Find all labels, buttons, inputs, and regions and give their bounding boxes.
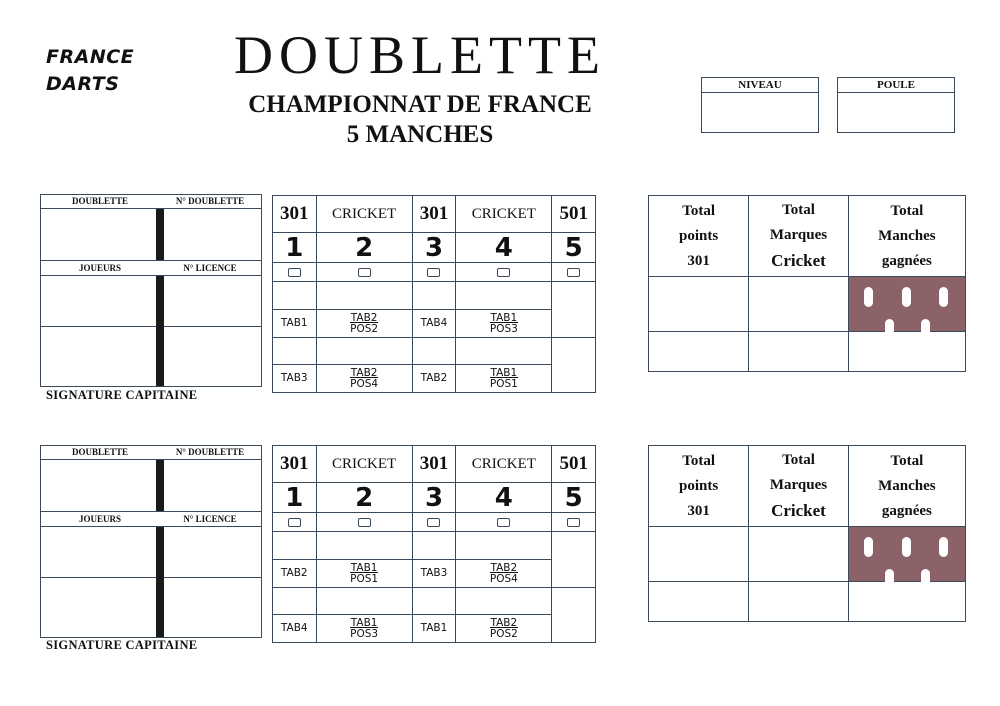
assignment-cell: TAB2 POS2 xyxy=(316,310,412,338)
score-cell[interactable] xyxy=(316,532,412,560)
total-manches-cell[interactable] xyxy=(848,582,965,622)
score-cell[interactable] xyxy=(412,588,456,615)
total-marques-header: Total Marques Cricket xyxy=(749,196,848,277)
page-title: DOUBLETTE xyxy=(234,25,606,85)
score-cell[interactable] xyxy=(316,338,412,365)
team1-totals-table xyxy=(648,195,966,372)
manche-checkbox-4[interactable] xyxy=(497,518,510,527)
game-header-5: 501 xyxy=(552,446,596,483)
manche-checkbox-3[interactable] xyxy=(427,268,440,277)
france-darts-logo xyxy=(46,44,134,98)
score-cell[interactable] xyxy=(456,532,552,560)
score-cell[interactable] xyxy=(273,338,317,365)
assignment-cell: TAB1 xyxy=(412,615,456,643)
total-points-cell-2[interactable] xyxy=(649,582,749,622)
team2-info-panel xyxy=(40,445,262,638)
team1-divider-bar xyxy=(156,209,164,260)
manche-checkbox-2[interactable] xyxy=(358,518,371,527)
score-cell[interactable] xyxy=(412,282,456,310)
assignment-cell: TAB2 POS4 xyxy=(456,560,552,588)
game-header-4: CRICKET xyxy=(456,446,552,483)
manche-number-4: 4 xyxy=(456,483,552,513)
assignment-cell: TAB1 xyxy=(273,310,317,338)
team2-totals-table xyxy=(648,445,966,622)
team2-game-table xyxy=(272,445,596,643)
niveau-label: NIVEAU xyxy=(702,78,818,93)
score-cell[interactable] xyxy=(316,588,412,615)
total-marques-cell-2[interactable] xyxy=(749,582,848,622)
manche-number-2: 2 xyxy=(316,233,412,263)
score-cell[interactable] xyxy=(273,588,317,615)
team2-doublette-label: DOUBLETTE xyxy=(71,447,129,457)
manche-number-5: 5 xyxy=(552,483,596,513)
total-points-cell-2[interactable] xyxy=(649,332,749,372)
team2-n-doublette-label: N° DOUBLETTE xyxy=(175,447,245,457)
assignment-cell: TAB2 xyxy=(412,365,456,393)
manches-won-box xyxy=(848,527,965,582)
niveau-box[interactable] xyxy=(701,77,819,133)
manche-checkbox-5[interactable] xyxy=(567,518,580,527)
assignment-cell: TAB3 xyxy=(273,365,317,393)
team1-n-doublette-label: N° DOUBLETTE xyxy=(175,196,245,206)
game-header-1: 301 xyxy=(273,196,317,233)
total-points-cell[interactable] xyxy=(649,527,749,582)
score-cell[interactable] xyxy=(552,338,596,393)
manches-won-box xyxy=(848,277,965,332)
score-cell[interactable] xyxy=(552,588,596,643)
total-manches-cell[interactable] xyxy=(848,332,965,372)
team2-joueurs-label: JOUEURS xyxy=(78,514,121,524)
total-manches-header: Total Manches gagnées xyxy=(848,446,965,527)
total-marques-cell[interactable] xyxy=(749,277,848,332)
team1-n-licence-label: N° LICENCE xyxy=(183,263,237,273)
assignment-cell: TAB4 xyxy=(273,615,317,643)
manche-number-5: 5 xyxy=(552,233,596,263)
subtitle-championnat: CHAMPIONNAT DE FRANCE xyxy=(248,91,592,118)
assignment-cell: TAB2 xyxy=(273,560,317,588)
manche-checkbox-4[interactable] xyxy=(497,268,510,277)
assignment-cell: TAB1 POS1 xyxy=(456,365,552,393)
subtitle-manches: 5 MANCHES xyxy=(346,121,494,148)
manche-checkbox-1[interactable] xyxy=(288,268,301,277)
total-manches-header: Total Manches gagnées xyxy=(848,196,965,277)
score-cell[interactable] xyxy=(552,532,596,588)
score-cell[interactable] xyxy=(273,282,317,310)
manche-number-2: 2 xyxy=(316,483,412,513)
game-header-3: 301 xyxy=(412,446,456,483)
assignment-cell: TAB2 POS2 xyxy=(456,615,552,643)
manche-number-1: 1 xyxy=(273,233,317,263)
score-cell[interactable] xyxy=(456,338,552,365)
assignment-cell: TAB4 xyxy=(412,310,456,338)
logo-line1: FRANCE xyxy=(46,46,135,68)
assignment-cell: TAB3 xyxy=(412,560,456,588)
logo-line2: DARTS xyxy=(46,73,120,95)
game-header-1: 301 xyxy=(273,446,317,483)
game-header-5: 501 xyxy=(552,196,596,233)
score-cell[interactable] xyxy=(273,532,317,560)
total-points-header: Total points 301 xyxy=(649,446,749,527)
total-marques-cell-2[interactable] xyxy=(749,332,848,372)
poule-box[interactable] xyxy=(837,77,955,133)
assignment-cell: TAB1 POS3 xyxy=(316,615,412,643)
team2-divider-bar-2 xyxy=(156,527,164,637)
score-cell[interactable] xyxy=(412,532,456,560)
score-cell[interactable] xyxy=(552,282,596,338)
team1-signature-label: SIGNATURE CAPITAINE xyxy=(46,388,198,402)
team1-info-panel xyxy=(40,194,262,387)
total-marques-cell[interactable] xyxy=(749,527,848,582)
manche-number-3: 3 xyxy=(412,233,456,263)
manche-checkbox-3[interactable] xyxy=(427,518,440,527)
total-points-cell[interactable] xyxy=(649,277,749,332)
manche-checkbox-1[interactable] xyxy=(288,518,301,527)
poule-label: POULE xyxy=(838,78,954,93)
team1-game-table xyxy=(272,195,596,393)
manche-number-3: 3 xyxy=(412,483,456,513)
total-points-header: Total points 301 xyxy=(649,196,749,277)
manche-number-1: 1 xyxy=(273,483,317,513)
team2-n-licence-label: N° LICENCE xyxy=(183,514,237,524)
game-header-2: CRICKET xyxy=(316,196,412,233)
score-cell[interactable] xyxy=(456,282,552,310)
assignment-cell: TAB1 POS1 xyxy=(316,560,412,588)
team2-signature-label: SIGNATURE CAPITAINE xyxy=(46,638,198,652)
score-cell[interactable] xyxy=(456,588,552,615)
manche-checkbox-2[interactable] xyxy=(358,268,371,277)
game-header-3: 301 xyxy=(412,196,456,233)
team1-joueurs-label: JOUEURS xyxy=(78,263,121,273)
game-header-4: CRICKET xyxy=(456,196,552,233)
manche-checkbox-5[interactable] xyxy=(567,268,580,277)
manche-number-4: 4 xyxy=(456,233,552,263)
assignment-cell: TAB1 POS3 xyxy=(456,310,552,338)
team1-divider-bar-2 xyxy=(156,276,164,386)
page-subtitle xyxy=(160,90,680,150)
game-header-2: CRICKET xyxy=(316,446,412,483)
team1-doublette-label: DOUBLETTE xyxy=(71,196,129,206)
score-cell[interactable] xyxy=(316,282,412,310)
team2-divider-bar xyxy=(156,460,164,511)
assignment-cell: TAB2 POS4 xyxy=(316,365,412,393)
score-cell[interactable] xyxy=(412,338,456,365)
total-marques-header: Total Marques Cricket xyxy=(749,446,848,527)
